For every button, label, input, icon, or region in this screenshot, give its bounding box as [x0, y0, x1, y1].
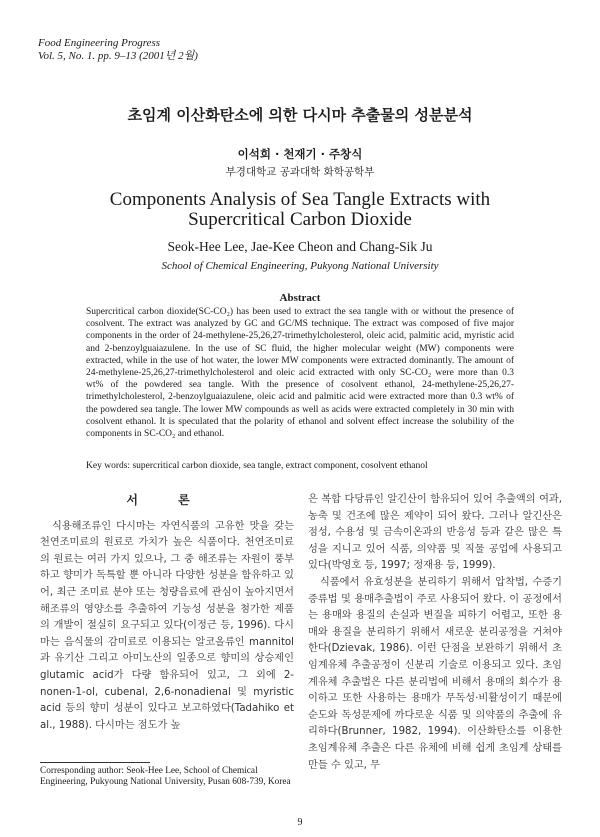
korean-affiliation: 부경대학교 공과대학 화학공학부: [225, 166, 375, 178]
abstract-text: Supercritical carbon dioxide(SC-CO₂) has been used to extract the sea tangle with or without the presence of cosolvent. The extract was analyzed by GC and GC/MS technique. The extract was composed of five major components in the order of 24-methylene-25,26,27-trimethylcholesterol, oleic acid, palmitic acid, myristic acid and 2-benzoylguaiazulene. In the use of SC fluid, the higher molecular weight (MW) components were extracted, while in the use of hot water, the lower MW components were extracted dominantly. The amount of 24-methylene-25,26,27-trimethylcholesterol and oleic acid extracted with only SC-CO₂ were more than 0.3 wt% of the powdered sea tangle. With the presence of cosolvent ethanol, 24-methylene-25,26,27-trimethylcholesterol, 2-benzoylguaiazulene, oleic acid and palmitic acid were extracted more than 0.3 wt% of the powdered sea tangle. The lower MW compounds as well as acids were extracted completely in 30 min with cosolvent ethanol. It is speculated that the polarity of ethanol and solvent effect increase the solubility of the components in SC-CO₂ and ethanol.: [86, 307, 514, 440]
english-title: Components Analysis of Sea Tangle Extracts with Supercritical Carbon Dioxide: [109, 189, 491, 230]
journal-volume: Vol. 5, No. 1. pp. 9–13 (2001년 2월): [38, 50, 198, 62]
page-number: 9: [297, 817, 303, 828]
left-column: [40, 492, 294, 734]
english-affiliation: School of Chemical Engineering, Pukyong National University: [161, 260, 439, 272]
intro-paragraph-1: 식용해조류인 다시마는 자연식품의 고유한 맛을 갖는 천연조미료의 원료로 가치가 높은 식품이다. 천연조미료의 원료는 여러 가지 있으나, 그 중 해조류는 자원이 풍부하고 향미가 독특할 뿐 아니라 다양한 성분을 함유하고 있어, 최근 조미료 분야 또는 청량음료에 관심이 높아지면서 해조류의 영양소를 추출하여 기능성 성분을 첨가한 제품의 개발이 절실히 요구되고 있다(이정근 등, 1996). 다시마는 음식물의 감미료로 이용되는 알코올류인 mannitol과 유기산 그리고 아미노산의 일종으로 향미의 상승제인 glutamic acid가 다량 함유되어 있고, 그 외에 2-nonen-1-ol, cubenal, 2,6-nonadienal 및 myristic acid 등의 향미 성분이 있다고 보고하였다(Tadahiko et al., 1988). 다시마는 점도가 높: [40, 520, 294, 731]
korean-title: 초임계 이산화탄소에 의한 다시마 추출물의 성분분석: [127, 106, 473, 124]
corresponding-author-footnote: Corresponding author: Seok-Hee Lee, School of Chemical Engineering, Pukyoung National University, Pusan 608-739, Korea: [40, 766, 291, 787]
journal-name: Food Engineering Progress: [38, 37, 161, 49]
english-authors: Seok-Hee Lee, Jae-Kee Cheon and Chang-Sik Ju: [167, 239, 433, 254]
footnote-rule: [40, 762, 150, 763]
section-heading-introduction: 서 론: [126, 493, 208, 507]
intro-paragraph-1-continued: 은 복합 다당류인 알긴산이 함유되어 있어 추출액의 여과, 농축 및 건조에 많은 제약이 되어 왔다. 그러나 알긴산은 점성, 수용성 및 금속이온과의 반응성 등과 같은 많은 특성을 지니고 있어 식품, 의약품 및 직물 공업에 사용되고 있다(박영호 등, 1997; 정재용 등, 1999).: [308, 494, 562, 572]
journal-header: [38, 37, 198, 63]
intro-paragraph-2: 식품에서 유효성분을 분리하기 위해서 압착법, 수증기 증류법 및 용매추출법이 주로 사용되어 왔다. 이 공정에서는 용매와 용질의 손실과 변질을 피하기 어렵고, 또한 용매와 용질을 분리하기 위해서 새로운 분리공정을 거쳐야 한다(Dzievak, 1986). 이런 단점을 보완하기 위해서 초임계유체 추출공정이 신분리 기술로 이용되고 있다. 초임계유체 추출법은 다른 분리법에 비해서 용매의 회수가 용이하고 또한 사용하는 용매가 무독성·비활성이기 때문에 순도와 독성문제에 까다로운 식품 및 의약품의 추출에 유리하다(Brunner, 1982, 1994). 이산화탄소를 이용한 초임계유체 추출은 다른 유체에 비해 쉽게 초임계 상태를 만들 수 있고, 무: [308, 576, 562, 771]
keywords: Key words: supercritical carbon dioxide, sea tangle, extract component, cosolvent ethanol: [86, 461, 428, 471]
korean-authors: 이석희 · 천재기 · 주창식: [237, 147, 363, 161]
right-column: [308, 492, 562, 774]
abstract-heading: Abstract: [279, 292, 321, 304]
